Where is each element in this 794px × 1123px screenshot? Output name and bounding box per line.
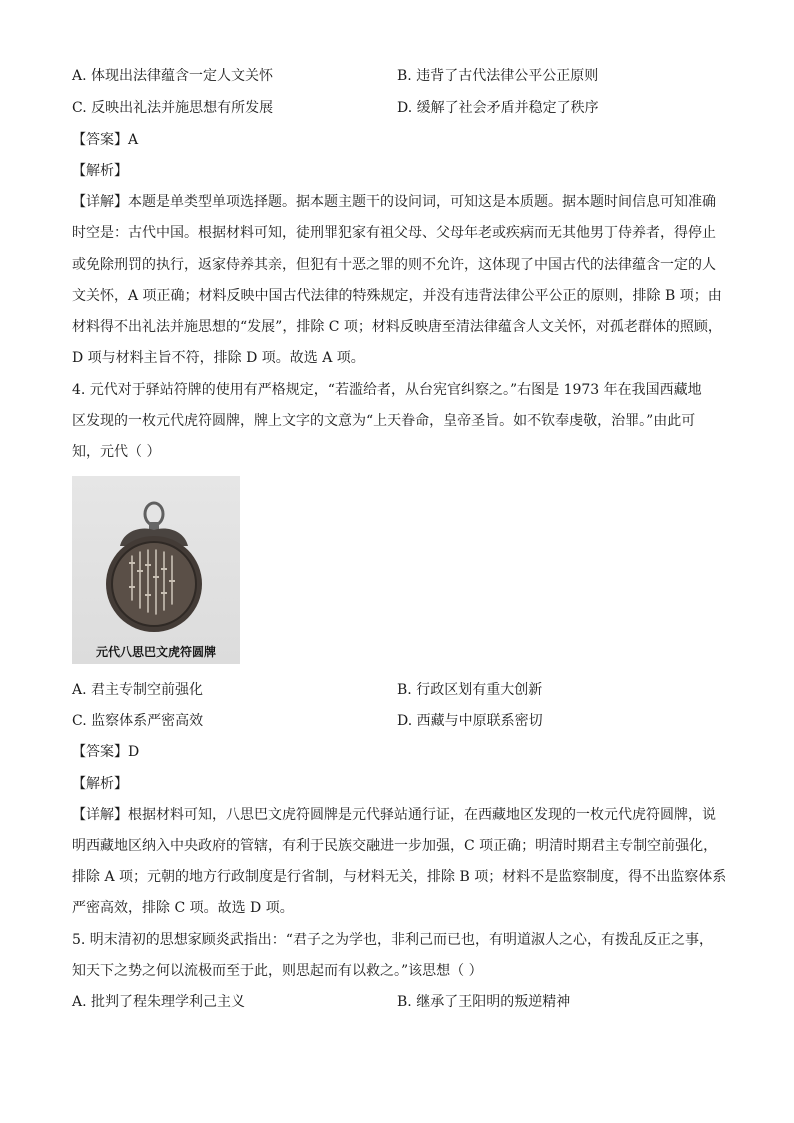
q3-option-d: D. 缓解了社会矛盾并稳定了秩序 <box>397 100 599 116</box>
q5-stem-line: 知天下之势之何以流极而至于此，则思起而有以救之。”该思想（ ） <box>72 963 483 979</box>
q3-detail-line: 文关怀，A 项正确；材料反映中国古代法律的特殊规定，并没有违背法律公平公正的原则，排除 B 项；由 <box>72 288 722 304</box>
q4-answer: 【答案】D <box>72 744 140 760</box>
q3-detail-line: 时空是：古代中国。根据材料可知，徒刑罪犯家有祖父母、父母年老或疾病而无其他男丁侍养者，得停止 <box>72 225 716 241</box>
q4-detail-line: 排除 A 项；元朝的地方行政制度是行省制，与材料无关，排除 B 项；材料不是监察制度，得不出监察体系 <box>72 869 727 885</box>
q4-stem-line: 区发现的一枚元代虎符圆牌，牌上文字的文意为“上天眷命，皇帝圣旨。如不钦奉虔敬，治罪。”由此可 <box>72 413 696 429</box>
q3-detail-line: 材料得不出礼法并施思想的“发展”，排除 C 项；材料反映唐至清法律蕴含人文关怀，对孤老群体的照顾， <box>72 319 722 335</box>
q4-stem-line: 4. 元代对于驿站符牌的使用有严格规定，“若滥给者，从台宪官纠察之。”右图是 1973 年在我国西藏地 <box>72 382 702 398</box>
q3-detail-line: D 项与材料主旨不符，排除 D 项。故选 A 项。 <box>72 350 365 366</box>
figure-caption: 元代八思巴文虎符圆牌 <box>95 645 216 659</box>
paiza-image <box>72 476 240 640</box>
q4-option-c: C. 监察体系严密高效 <box>72 713 204 729</box>
q3-detail-line: 【详解】本题是单类型单项选择题。据本题主题干的设问词，可知这是本质题。据本题时间信息可知准确 <box>72 194 716 210</box>
q3-answer: 【答案】A <box>72 132 139 148</box>
q3-option-a: A. 体现出法律蕴含一定人文关怀 <box>72 68 274 84</box>
q4-option-a: A. 君主专制空前强化 <box>72 682 204 698</box>
q3-detail-line: 或免除刑罚的执行，返家侍养其亲，但犯有十恶之罪的则不允许，这体现了中国古代的法律蕴含一定的人 <box>72 257 716 273</box>
q4-analysis-label: 【解析】 <box>72 776 128 792</box>
q4-detail-line: 明西藏地区纳入中央政府的管辖，有利于民族交融进一步加强，C 项正确；明清时期君主专制空前强化， <box>72 838 718 854</box>
q4-detail-line: 严密高效，排除 C 项。故选 D 项。 <box>72 900 294 916</box>
q5-stem-line: 5. 明末清初的思想家顾炎武指出：“君子之为学也，非利己而已也，有明道淑人之心，有拨乱反正之事， <box>72 932 713 948</box>
q3-option-b: B. 违背了古代法律公平公正原则 <box>397 68 599 84</box>
q4-option-b: B. 行政区划有重大创新 <box>397 682 543 698</box>
q4-stem-line: 知，元代（ ） <box>72 444 161 460</box>
q3-analysis-label: 【解析】 <box>72 163 128 179</box>
paiza-figure <box>72 476 240 664</box>
q4-detail-line: 【详解】根据材料可知，八思巴文虎符圆牌是元代驿站通行证，在西藏地区发现的一枚元代虎符圆牌，说 <box>72 807 716 823</box>
q5-option-b: B. 继承了王阳明的叛逆精神 <box>397 994 571 1010</box>
q3-option-c: C. 反映出礼法并施思想有所发展 <box>72 100 274 116</box>
q5-option-a: A. 批判了程朱理学利己主义 <box>72 994 246 1010</box>
q4-option-d: D. 西藏与中原联系密切 <box>397 713 543 729</box>
